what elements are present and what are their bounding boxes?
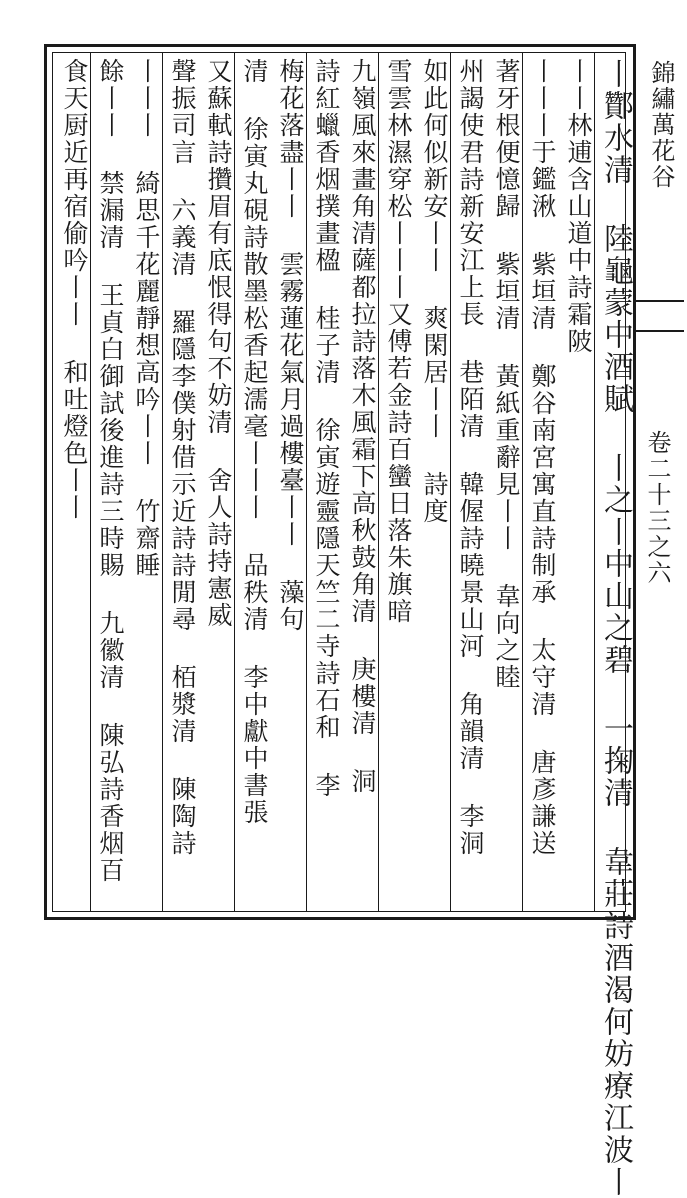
column-divider [450, 52, 451, 912]
text-column: 丨丨丨于鑑湫 紫垣清 鄭谷南宮寓直詩制承 太守清 唐彥謙送 [528, 58, 557, 857]
text-column: 州謁使君詩新安江上長 巷陌清 韓偓詩曉景山河 角韻清 李洞 [456, 58, 485, 857]
text-column: 九嶺風來畫角清薩都拉詩落木風霜下高秋鼓角清 庚樓清 洞 [348, 58, 377, 795]
text-column: 丨酇水清 陸龜蒙中酒賦 丨之丨中山之碧 一掬清 韋莊詩酒渴何妨療江波丨 [598, 58, 633, 1198]
text-column: 又蘇軾詩攢眉有底恨得句不妨清 舍人詩持憲威 [204, 58, 233, 629]
column-divider [90, 52, 91, 912]
text-column: 餘丨丨 禁漏清 王貞白御試後進詩三時賜 九徽清 陳弘詩香烟百 [96, 58, 125, 884]
text-column: 丨丨林逋含山道中詩霜陂 [564, 58, 593, 355]
text-column: 聲振司言 六義清 羅隱李僕射借示近詩詩閒尋 栢漿清 陳陶詩 [168, 58, 197, 857]
margin-book-title: 錦繡萬花谷 [647, 60, 675, 190]
column-divider [234, 52, 235, 912]
text-column: 清 徐寅丸硯詩散墨松香起濡毫丨丨丨 品秩清 李中獻中書張 [240, 58, 269, 826]
text-column: 食天厨近再宿偷吟丨丨 和吐燈色丨丨 [60, 58, 89, 521]
column-divider [522, 52, 523, 912]
text-column: 梅花落盡丨丨 雲霧蓮花氣月過樓臺丨丨 藻句 [276, 58, 305, 633]
column-divider [306, 52, 307, 912]
text-column: 丨丨丨 綺思千花麗靜想高吟丨丨 竹齋睡 [132, 58, 161, 579]
text-column: 雪雲林濕穿松丨丨丨又傅若金詩百蠻日落朱旗暗 [384, 58, 413, 625]
margin-volume-label: 卷二十三之六 [643, 430, 671, 586]
text-column: 詩紅蠟香烟撲畫楹 桂子清 徐寅遊靈隱天竺二寺詩石和 李 [312, 58, 341, 799]
column-divider [162, 52, 163, 912]
column-divider [594, 52, 595, 912]
text-column: 著牙根便憶歸 紫垣清 黃紙重辭見丨丨 韋向之睦 [492, 58, 521, 691]
text-column: 如此何似新安丨丨 爽閑居丨丨 詩度 [420, 58, 449, 525]
column-divider [378, 52, 379, 912]
